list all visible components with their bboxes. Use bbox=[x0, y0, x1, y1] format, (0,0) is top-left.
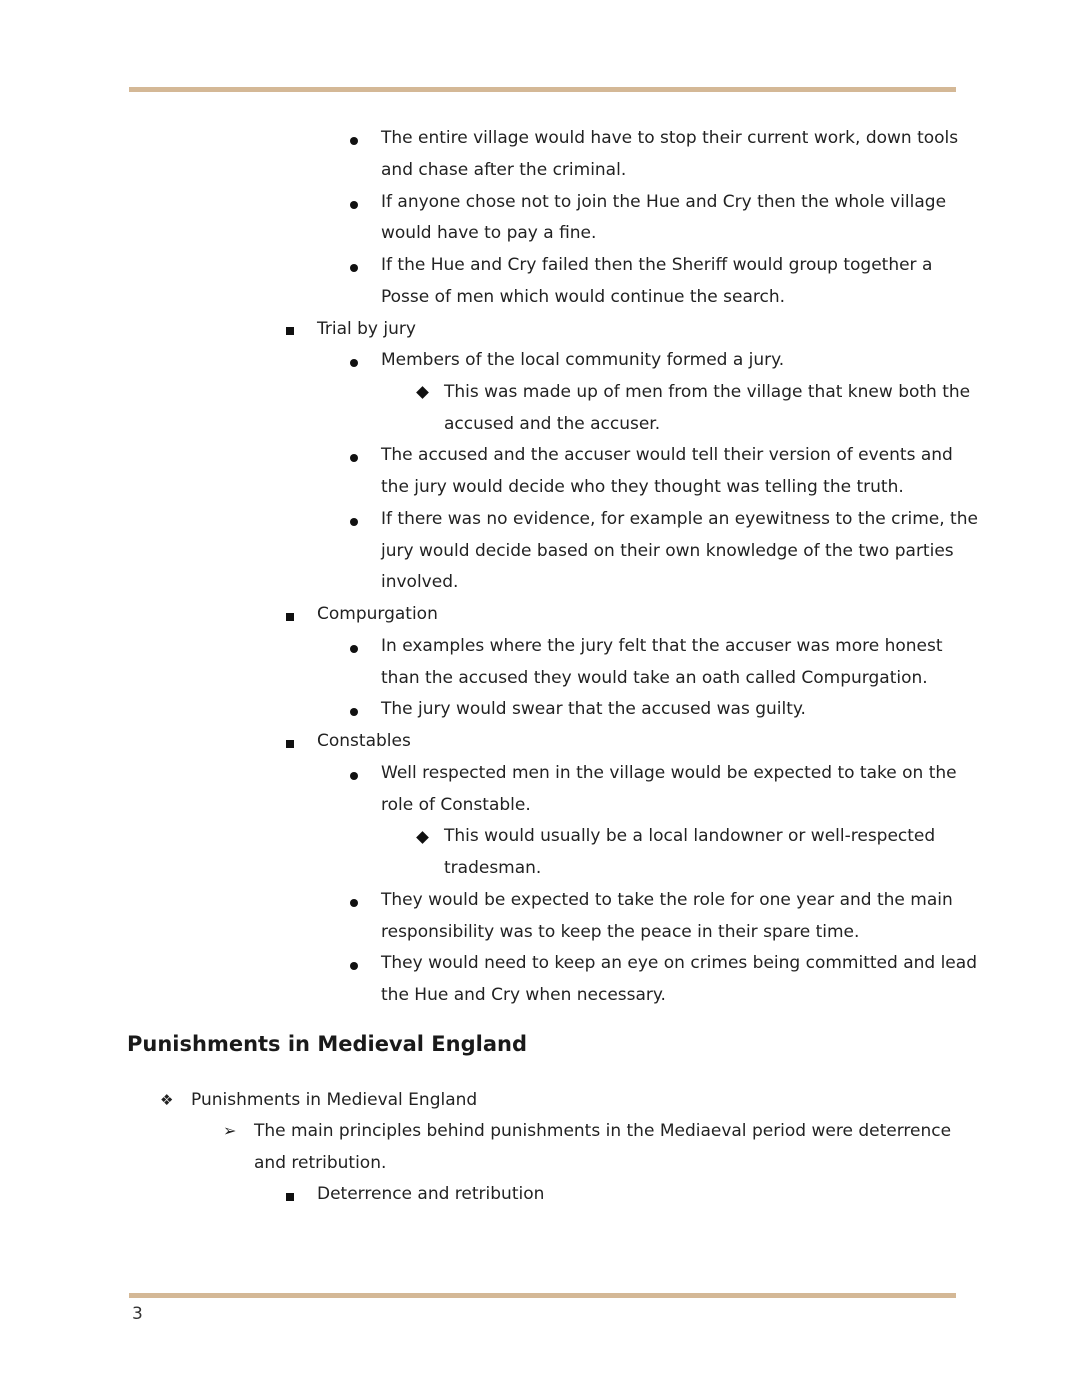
hue-cry-bullet-2-line-1: If anyone chose not to join the Hue and Cry then the whole village bbox=[381, 192, 947, 212]
constables-bullet-2-line-2: responsibility was to keep the peace in their spare time. bbox=[381, 922, 860, 942]
constables-bullet-1-line-1: Well respected men in the village would be expected to take on the bbox=[381, 763, 957, 783]
section-heading: Punishments in Medieval England bbox=[127, 1032, 527, 1056]
constables-sub-1-line-2: tradesman. bbox=[444, 858, 542, 878]
constables-sub-1-line-1: This would usually be a local landowner or well-respected bbox=[444, 826, 936, 846]
bullet-square bbox=[286, 731, 294, 755]
bullet-dot bbox=[350, 255, 358, 279]
bullet-square bbox=[286, 1184, 294, 1208]
hue-cry-bullet-2-line-2: would have to pay a fine. bbox=[381, 223, 597, 243]
constables-title: Constables bbox=[317, 731, 411, 751]
hue-cry-bullet-1-line-2: and chase after the criminal. bbox=[381, 160, 627, 180]
trial-bullet-3-line-3: involved. bbox=[381, 572, 459, 592]
bullet-dot bbox=[350, 763, 358, 787]
trial-sub-1-line-1: This was made up of men from the village that knew both the bbox=[444, 382, 971, 402]
constables-bullet-3-line-2: the Hue and Cry when necessary. bbox=[381, 985, 666, 1005]
constables-bullet-3-line-1: They would need to keep an eye on crimes being committed and lead bbox=[381, 953, 977, 973]
bullet-four-diamond-icon: ❖ bbox=[160, 1091, 174, 1109]
punishments-arrow-line-2: and retribution. bbox=[254, 1153, 387, 1173]
bullet-dot bbox=[350, 192, 358, 216]
trial-sub-1-line-2: accused and the accuser. bbox=[444, 414, 661, 434]
trial-bullet-2-line-2: the jury would decide who they thought was telling the truth. bbox=[381, 477, 904, 497]
punishments-item: Punishments in Medieval England bbox=[191, 1090, 478, 1110]
bullet-diamond bbox=[418, 380, 427, 404]
bullet-dot bbox=[350, 890, 358, 914]
compurgation-bullet-1-line-1: In examples where the jury felt that the accuser was more honest bbox=[381, 636, 943, 656]
bullet-square bbox=[286, 318, 294, 342]
hue-cry-bullet-1-line-1: The entire village would have to stop their current work, down tools bbox=[381, 128, 959, 148]
bullet-dot bbox=[350, 128, 358, 152]
trial-by-jury-title: Trial by jury bbox=[317, 319, 416, 339]
bullet-diamond bbox=[418, 825, 427, 849]
bullet-dot bbox=[350, 953, 358, 977]
bottom-divider bbox=[129, 1293, 956, 1298]
page-number: 3 bbox=[132, 1304, 143, 1324]
compurgation-bullet-1-line-2: than the accused they would take an oath called Compurgation. bbox=[381, 668, 928, 688]
bullet-arrow-icon: ➢ bbox=[223, 1121, 237, 1140]
compurgation-title: Compurgation bbox=[317, 604, 438, 624]
bullet-dot bbox=[350, 350, 358, 374]
constables-bullet-1-line-2: role of Constable. bbox=[381, 795, 531, 815]
hue-cry-bullet-3-line-1: If the Hue and Cry failed then the Sheriff would group together a bbox=[381, 255, 933, 275]
compurgation-bullet-2: The jury would swear that the accused was guilty. bbox=[381, 699, 806, 719]
bullet-dot bbox=[350, 636, 358, 660]
bullet-dot bbox=[350, 509, 358, 533]
trial-bullet-3-line-1: If there was no evidence, for example an eyewitness to the crime, the bbox=[381, 509, 978, 529]
constables-bullet-2-line-1: They would be expected to take the role for one year and the main bbox=[381, 890, 953, 910]
trial-bullet-3-line-2: jury would decide based on their own knowledge of the two parties bbox=[381, 541, 954, 561]
trial-bullet-2-line-1: The accused and the accuser would tell their version of events and bbox=[381, 445, 953, 465]
hue-cry-bullet-3-line-2: Posse of men which would continue the search. bbox=[381, 287, 786, 307]
bullet-square bbox=[286, 604, 294, 628]
punishments-sub-1: Deterrence and retribution bbox=[317, 1184, 545, 1204]
top-divider bbox=[129, 87, 956, 92]
bullet-dot bbox=[350, 699, 358, 723]
punishments-arrow-line-1: The main principles behind punishments in the Mediaeval period were deterrence bbox=[254, 1121, 952, 1141]
trial-bullet-1: Members of the local community formed a jury. bbox=[381, 350, 785, 370]
bullet-dot bbox=[350, 445, 358, 469]
